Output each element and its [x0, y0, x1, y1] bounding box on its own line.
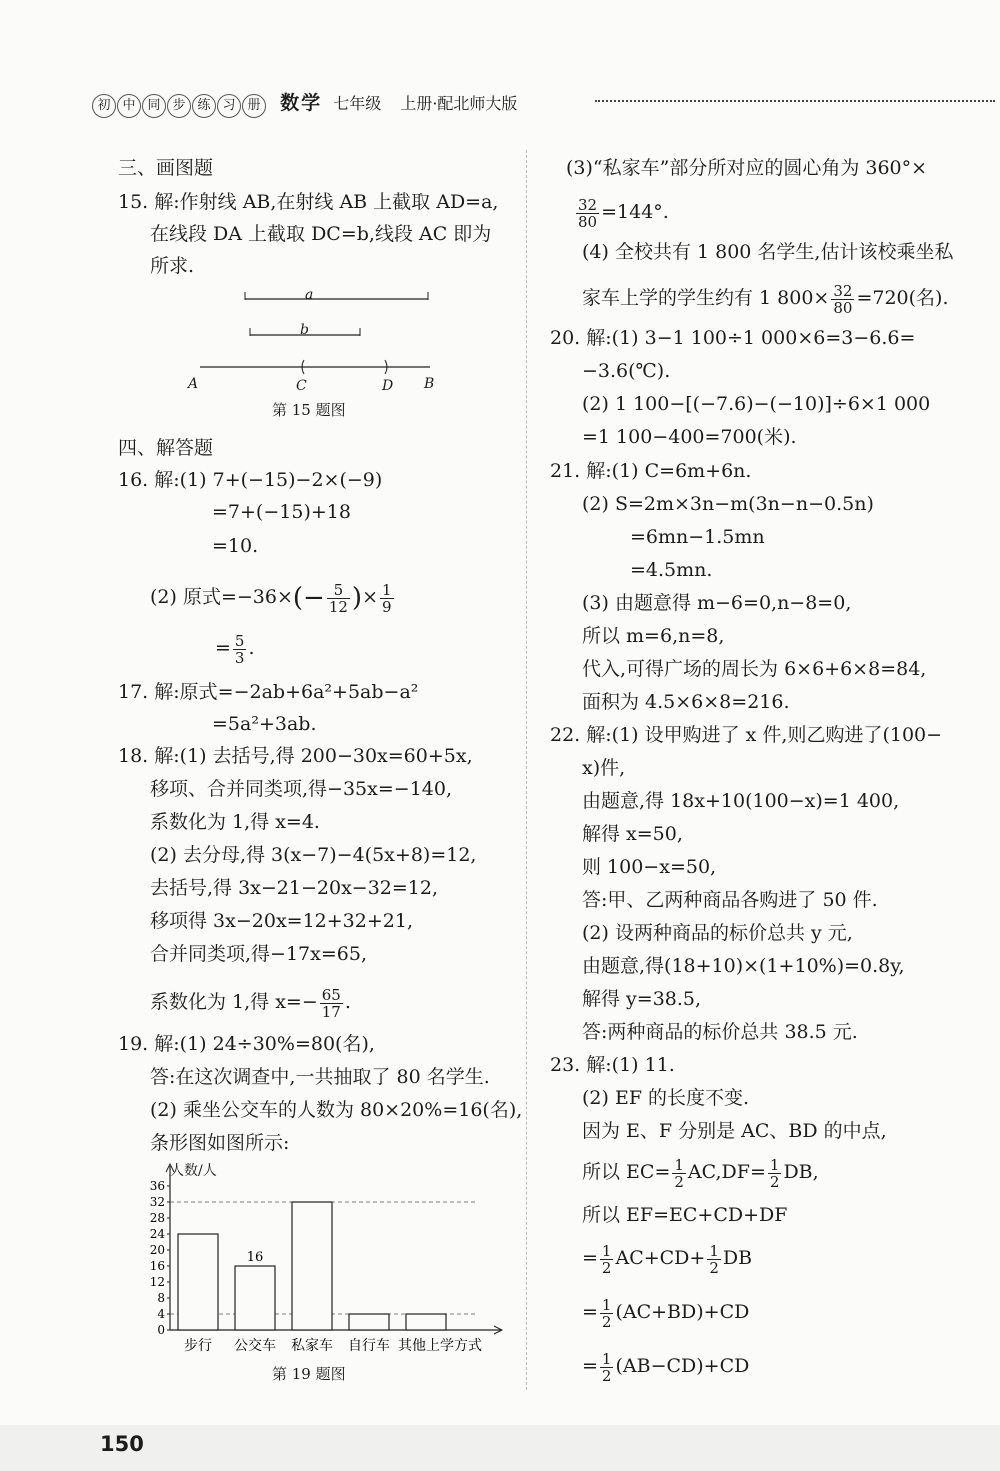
figure-caption: 第 19 题图	[272, 1365, 346, 1383]
numerator: 32	[833, 281, 853, 300]
answer-line: (2) 设两种商品的标价总共 y 元,	[582, 922, 853, 944]
series-char: 册	[242, 94, 266, 118]
fraction	[380, 582, 394, 615]
fraction	[831, 283, 854, 316]
answer-line: 17. 解:原式=−2ab+6a²+5ab−a²	[118, 681, 419, 703]
answer-line: 条形图如图所示:	[150, 1132, 290, 1154]
text: 家车上学的学生约有 1 800×	[582, 287, 830, 309]
answer-line: 20. 解:(1) 3−1 100÷1 000×6=3−6.6=	[550, 327, 916, 349]
denominator: 2	[601, 1312, 612, 1331]
answer-line: 答:两种商品的标价总共 38.5 元.	[582, 1021, 858, 1043]
y-tick-label: 0	[157, 1323, 165, 1337]
fraction	[576, 197, 599, 230]
paren: )	[351, 583, 363, 613]
denominator: 9	[382, 597, 392, 616]
answer-line	[576, 192, 669, 232]
answer-line	[582, 1152, 819, 1192]
footer-band	[0, 1425, 1000, 1471]
text: =	[582, 1355, 598, 1377]
numerator: 1	[769, 1155, 780, 1174]
y-tick-label: 32	[149, 1195, 165, 1209]
fraction	[600, 1351, 614, 1384]
fraction	[768, 1157, 782, 1190]
fraction	[707, 1243, 721, 1276]
fraction	[600, 1297, 614, 1330]
series-char: 中	[117, 94, 141, 118]
answer-line: 答:在这次调查中,一共抽取了 80 名学生.	[150, 1066, 490, 1088]
y-tick-label: 16	[149, 1259, 165, 1273]
x-category-label: 其他上学方式	[398, 1338, 482, 1354]
numerator: 65	[321, 985, 341, 1004]
y-tick-label: 28	[149, 1211, 165, 1225]
answer-line: 因为 E、F 分别是 AC、BD 的中点,	[582, 1120, 887, 1142]
numerator: 5	[234, 631, 245, 650]
denominator: 2	[674, 1172, 684, 1191]
x-category-label: 私家车	[291, 1338, 333, 1354]
bar	[178, 1234, 218, 1330]
point-c-label: C	[296, 378, 307, 394]
answer-line: 在线段 DA 上截取 DC=b,线段 AC 即为	[150, 223, 492, 245]
answer-line: 合并同类项,得−17x=65,	[150, 943, 367, 965]
answer-line: (4) 全校共有 1 800 名学生,估计该校乘坐私	[582, 241, 954, 263]
denominator: 80	[578, 212, 598, 231]
answer-line: =5a²+3ab.	[212, 713, 317, 735]
text: =	[582, 1301, 598, 1323]
fraction	[327, 582, 350, 615]
answer-line: 移项得 3x−20x=12+32+21,	[150, 910, 413, 932]
text: 系数化为 1,得 x=−	[150, 991, 318, 1013]
segment-b-label: b	[300, 322, 309, 338]
column-divider	[526, 150, 527, 1390]
numerator: 1	[601, 1349, 612, 1368]
denominator: 12	[328, 597, 348, 616]
text: (AB−CD)+CD	[615, 1355, 750, 1377]
answer-line: 所以 EF=EC+CD+DF	[582, 1204, 788, 1226]
answer-line: =10.	[212, 535, 259, 557]
text: AC,DF=	[687, 1161, 766, 1183]
answer-line: 系数化为 1,得 x=4.	[150, 811, 320, 833]
page-number: 150	[100, 1432, 144, 1456]
denominator: 80	[833, 298, 853, 317]
denominator: 2	[601, 1366, 612, 1385]
y-tick-label: 8	[157, 1291, 165, 1305]
fraction	[672, 1157, 686, 1190]
x-category-label: 步行	[184, 1338, 212, 1354]
numerator: 1	[601, 1241, 612, 1260]
answer-line: 答:甲、乙两种商品各购进了 50 件.	[582, 889, 878, 911]
answer-line: (2) 乘坐公交车的人数为 80×20%=16(名),	[150, 1099, 523, 1121]
book-edition: 上册·配北师大版	[400, 94, 518, 113]
paren: (−	[292, 583, 325, 613]
answer-line: = $\frac{5}{3}$ .	[215, 631, 255, 667]
answer-line: =4.5mn.	[630, 559, 713, 581]
answer-line: 18. 解:(1) 去括号,得 200−30x=60+5x,	[118, 745, 473, 767]
bar	[235, 1266, 275, 1330]
bar	[406, 1314, 446, 1330]
y-tick-label: 12	[149, 1275, 165, 1289]
series-char: 步	[167, 94, 191, 118]
answer-line: 面积为 4.5×6×8=216.	[582, 691, 790, 713]
book-header	[92, 88, 517, 116]
numerator: 1	[674, 1155, 684, 1174]
figure-caption: 第 15 题图	[272, 401, 346, 419]
answer-line: 所以 m=6,n=8,	[582, 625, 725, 647]
chart-svg	[130, 1158, 510, 1368]
answer-line: 22. 解:(1) 设甲购进了 x 件,则乙购进了(100−	[550, 724, 943, 746]
answer-line	[582, 1346, 749, 1386]
segment-a-label: a	[305, 287, 314, 303]
answer-line: 解得 x=50,	[582, 823, 683, 845]
answer-line	[582, 1292, 749, 1332]
grade: 七年级	[333, 94, 382, 113]
answer-line: (2) S=2m×3n−m(3n−n−0.5n)	[582, 493, 874, 515]
series-char: 初	[92, 94, 116, 118]
denominator: 2	[709, 1258, 719, 1277]
denominator: 17	[321, 1002, 341, 1021]
numerator: 1	[382, 580, 392, 599]
answer-line: 系数化为 1,得 x=− $\frac{65}{17}$ .	[150, 985, 351, 1021]
answer-line: (3) 由题意得 m−6=0,n−8=0,	[582, 592, 852, 614]
answer-line: (2) EF 的长度不变.	[582, 1087, 750, 1109]
answer-line: 15. 解:作射线 AB,在射线 AB 上截取 AD=a,	[118, 191, 499, 213]
fraction	[600, 1243, 614, 1276]
bar	[349, 1314, 389, 1330]
answer-line: 代入,可得广场的周长为 6×6+6×8=84,	[582, 658, 927, 680]
header-dotted-rule	[595, 100, 995, 102]
numerator: 5	[327, 582, 350, 599]
answer-line: −3.6(℃).	[582, 360, 671, 382]
answer-line	[582, 278, 949, 318]
numerator: 1	[709, 1241, 719, 1260]
numerator: 1	[601, 1295, 612, 1314]
answer-line: 21. 解:(1) C=6m+6n.	[550, 460, 752, 482]
text: (AC+BD)+CD	[615, 1301, 750, 1323]
series-char: 同	[142, 94, 166, 118]
series-name	[92, 94, 267, 113]
x-category-label: 公交车	[234, 1338, 276, 1354]
text: =	[582, 1247, 598, 1269]
text: (2) 原式=−36×	[150, 586, 293, 608]
text: DB,	[783, 1161, 819, 1183]
answer-line: (3)“私家车”部分所对应的圆心角为 360°×	[566, 157, 928, 179]
answer-line: 由题意,得(18+10)×(1+10%)=0.8y,	[582, 955, 905, 977]
denominator: 2	[601, 1258, 612, 1277]
text: DB	[722, 1247, 753, 1269]
series-char: 练	[192, 94, 216, 118]
x-category-label: 自行车	[348, 1338, 390, 1354]
denominator: 2	[769, 1172, 780, 1191]
bar-data-label: 16	[246, 1250, 264, 1265]
text: 所以 EC=	[582, 1161, 671, 1183]
answer-line: 23. 解:(1) 11.	[550, 1054, 675, 1076]
answer-line: 由题意,得 18x+10(100−x)=1 400,	[582, 790, 900, 812]
section-title: 三、画图题	[118, 157, 214, 179]
answer-line: 去括号,得 3x−21−20x−32=12,	[150, 877, 439, 899]
fraction	[320, 987, 343, 1020]
answer-line: 16. 解:(1) 7+(−15)−2×(−9)	[118, 469, 383, 491]
series-char: 习	[217, 94, 241, 118]
point-d-label: D	[382, 378, 394, 394]
answer-line: (2) 1 100−[(−7.6)−(−10)]÷6×1 000	[582, 393, 931, 415]
fraction	[233, 633, 247, 666]
answer-line: (2) 去分母,得 3(x−7)−4(5x+8)=12,	[150, 844, 477, 866]
denominator: 3	[234, 648, 245, 667]
answer-line: =1 100−400=700(米).	[582, 426, 797, 448]
text: AC+CD+	[615, 1247, 706, 1269]
answer-line: 则 100−x=50,	[582, 856, 717, 878]
answer-line: 解得 y=38.5,	[582, 988, 702, 1010]
answer-line: 移项、合并同类项,得−35x=−140,	[150, 778, 452, 800]
answer-line: x)件,	[582, 757, 626, 779]
y-tick-label: 4	[157, 1307, 165, 1321]
answer-line	[582, 1238, 752, 1278]
numerator: 32	[578, 195, 598, 214]
y-axis-label: 人数/人	[170, 1163, 217, 1179]
answer-line: 所求.	[150, 255, 195, 277]
text: =144°.	[601, 201, 669, 223]
subject: 数学	[280, 92, 323, 114]
y-tick-label: 20	[149, 1243, 165, 1257]
answer-line: 19. 解:(1) 24÷30%=80(名),	[118, 1033, 375, 1055]
answer-line: (2) 原式=−36×(− $\frac{5}{12}$ )× $\frac{1}{9}$	[150, 580, 392, 616]
y-tick-label: 36	[149, 1179, 165, 1193]
bar-chart-19	[130, 1158, 510, 1368]
point-b-label: B	[424, 376, 435, 392]
bar	[292, 1202, 332, 1330]
answer-line: =6mn−1.5mn	[630, 526, 765, 548]
y-tick-label: 24	[149, 1227, 165, 1241]
point-a-label: A	[188, 376, 199, 392]
answer-line: =7+(−15)+18	[212, 501, 351, 523]
section-title: 四、解答题	[118, 437, 214, 459]
text: =720(名).	[856, 287, 949, 309]
